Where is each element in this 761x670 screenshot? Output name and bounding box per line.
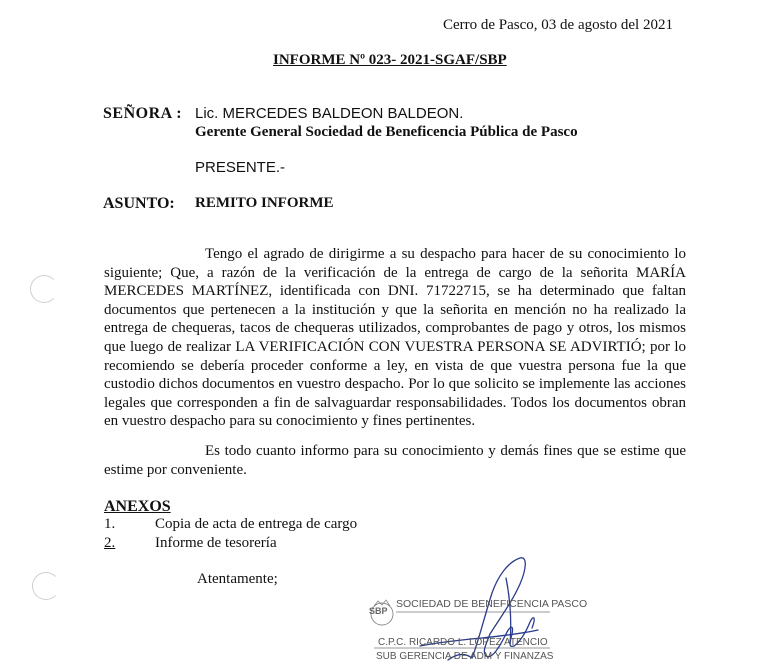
addressee-label: SEÑORA : — [103, 105, 183, 122]
subject-label: ASUNTO: — [103, 195, 175, 212]
stamp-signer-position: SUB GERENCIA DE ADM Y FINANZAS — [376, 651, 554, 662]
stamp-signer-name: C.P.C. RICARDO L. LÓPEZ ATENCIO — [378, 637, 548, 648]
annex-item-number: 1. — [104, 516, 116, 532]
addressee-position: Gerente General Sociedad de Beneficencia Pública de Pasco — [195, 124, 578, 140]
document-date: Cerro de Pasco, 03 de agosto del 2021 — [443, 17, 673, 33]
punch-hole-mark — [32, 572, 60, 600]
presente-text: PRESENTE.- — [195, 159, 286, 176]
report-title: INFORME Nº 023- 2021-SGAF/SBP — [273, 52, 507, 68]
annexes-heading: ANEXOS — [104, 498, 171, 515]
subject-text: REMITO INFORME — [195, 195, 334, 211]
body-paragraph-1: Tengo el agrado de dirigirme a su despacho para hacer de su conocimiento lo siguiente; Que, a razón de la verificación de la entrega de cargo de la señorita MARÍA MERCEDES MARTÍNEZ, identificada con DNI. 71722715, se ha determinado que faltan documentos que pertenecen a la institución y que la señorita en mención no ha realizado la entrega de chequeras, tacos de chequeras utilizados, comprobantes de pago y otros, los mismos que luego de realizar LA VERIFICACIÓN CON VUESTRA PERSONA SE ADVIRTIÓ; por lo recomiendo se debería proceder conforme a ley, en vista de que vuestra persona fue la que custodio dichos documentos en vuestro despacho. Por lo que solicito se implemente las acciones legales que corresponden a fin de salvaguardar responsabilidades. Todos los documentos obran en vuestro despacho para su conocimiento y fines pertinentes. — [104, 246, 686, 430]
annex-item-number: 2. — [104, 535, 116, 551]
signature-stamp — [360, 548, 588, 670]
addressee-name: Lic. MERCEDES BALDEON BALDEON. — [195, 105, 464, 122]
stamp-organization: SOCIEDAD DE BENEFICENCIA PASCO — [396, 598, 588, 610]
punch-hole-mark — [30, 275, 58, 303]
annex-item-text: Copia de acta de entrega de cargo — [155, 516, 358, 532]
annex-item-text: Informe de tesorería — [155, 535, 277, 551]
closing-text: Atentamente; — [197, 571, 278, 587]
body-paragraph-2: Es todo cuanto informo para su conocimiento y demás fines que se estime que estime por conveniente. — [104, 443, 686, 478]
stamp-logo: SBP — [369, 606, 388, 616]
